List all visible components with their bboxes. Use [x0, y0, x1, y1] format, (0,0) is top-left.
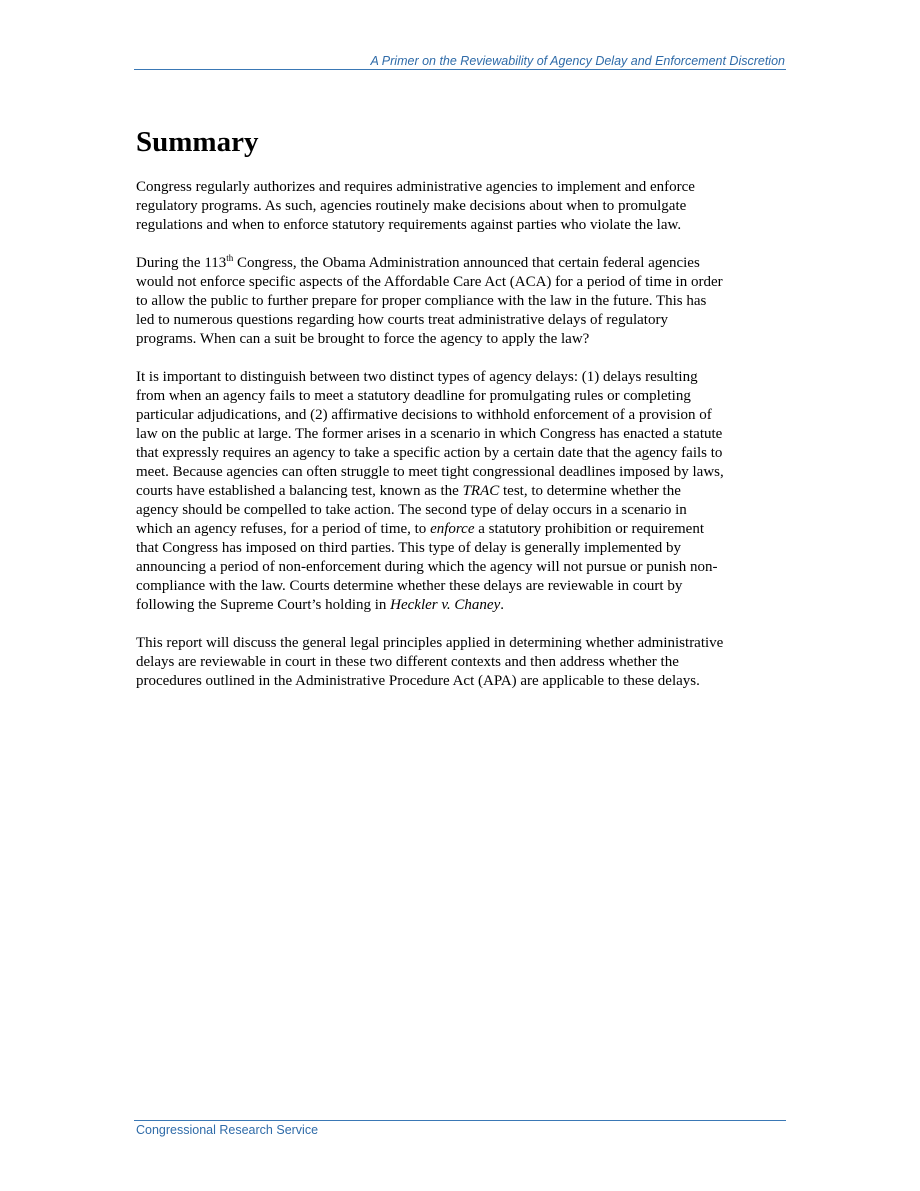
case-name-heckler: Heckler v. Chaney — [390, 597, 501, 613]
paragraph-line: meet. Because agencies can often struggle to meet tight congressional deadlines imposed by laws, — [136, 464, 724, 480]
paragraph-line — [136, 482, 796, 501]
paragraph-line: that Congress has imposed on third parties. This type of delay is generally implemented by — [136, 540, 682, 556]
paragraph-line: regulations and when to enforce statutory requirements against parties who violate the law. — [136, 217, 682, 233]
paragraph-line: to allow the public to further prepare for proper compliance with the law in the future. This has — [136, 293, 707, 309]
paragraph-line: This report will discuss the general legal principles applied in determining whether administrative — [136, 635, 724, 651]
paragraph-line: agency should be compelled to take action. The second type of delay occurs in a scenario in — [136, 502, 687, 518]
text-run: . — [500, 597, 504, 613]
paragraph-1 — [136, 178, 796, 235]
paragraph-4 — [136, 634, 796, 691]
text-run: During the 113 — [136, 255, 227, 271]
paragraph-line: regulatory programs. As such, agencies routinely make decisions about when to promulgate — [136, 198, 687, 214]
text-run: following the Supreme Court’s holding in — [136, 597, 391, 613]
summary-body — [136, 178, 796, 710]
footer-organization: Congressional Research Service — [136, 1123, 319, 1137]
paragraph-line — [136, 520, 796, 539]
running-header-title: A Primer on the Reviewability of Agency Delay and Enforcement Discretion — [370, 54, 785, 68]
ordinal-superscript: th — [226, 253, 234, 263]
paragraph-line — [136, 596, 796, 615]
paragraph-line: particular adjudications, and (2) affirmative decisions to withhold enforcement of a provision of — [136, 407, 712, 423]
text-run: test, to determine whether the — [499, 483, 681, 499]
paragraph-line: would not enforce specific aspects of the Affordable Care Act (ACA) for a period of time in order — [136, 274, 723, 290]
paragraph-2 — [136, 254, 796, 349]
paragraph-line: from when an agency fails to meet a statutory deadline for promulgating rules or completing — [136, 388, 691, 404]
emphasis-enforce: enforce — [430, 521, 475, 537]
paragraph-line: that expressly requires an agency to take a specific action by a certain date that the agency fails to — [136, 445, 723, 461]
paragraph-line: programs. When can a suit be brought to force the agency to apply the law? — [136, 331, 590, 347]
paragraph-line: It is important to distinguish between two distinct types of agency delays: (1) delays resulting — [136, 369, 698, 385]
case-name-trac: TRAC — [462, 483, 500, 499]
paragraph-line: led to numerous questions regarding how courts treat administrative delays of regulatory — [136, 312, 668, 328]
paragraph-3 — [136, 368, 796, 615]
paragraph-line — [136, 254, 796, 273]
running-header — [134, 53, 786, 70]
page-footer — [134, 1120, 786, 1137]
text-run: a statutory prohibition or requirement — [474, 521, 705, 537]
page-title: Summary — [136, 126, 259, 158]
paragraph-line: law on the public at large. The former arises in a scenario in which Congress has enacted a statute — [136, 426, 723, 442]
text-run: courts have established a balancing test, known as the — [136, 483, 463, 499]
paragraph-line: Congress regularly authorizes and requires administrative agencies to implement and enforce — [136, 179, 695, 195]
paragraph-line: announcing a period of non-enforcement during which the agency will not pursue or punish non- — [136, 559, 718, 575]
paragraph-line: procedures outlined in the Administrative Procedure Act (APA) are applicable to these delays. — [136, 673, 700, 689]
paragraph-line: delays are reviewable in court in these two different contexts and then address whether the — [136, 654, 679, 670]
text-run: which an agency refuses, for a period of time, to — [136, 521, 431, 537]
text-run: Congress, the Obama Administration announced that certain federal agencies — [233, 255, 700, 271]
paragraph-line: compliance with the law. Courts determine whether these delays are reviewable in court by — [136, 578, 683, 594]
